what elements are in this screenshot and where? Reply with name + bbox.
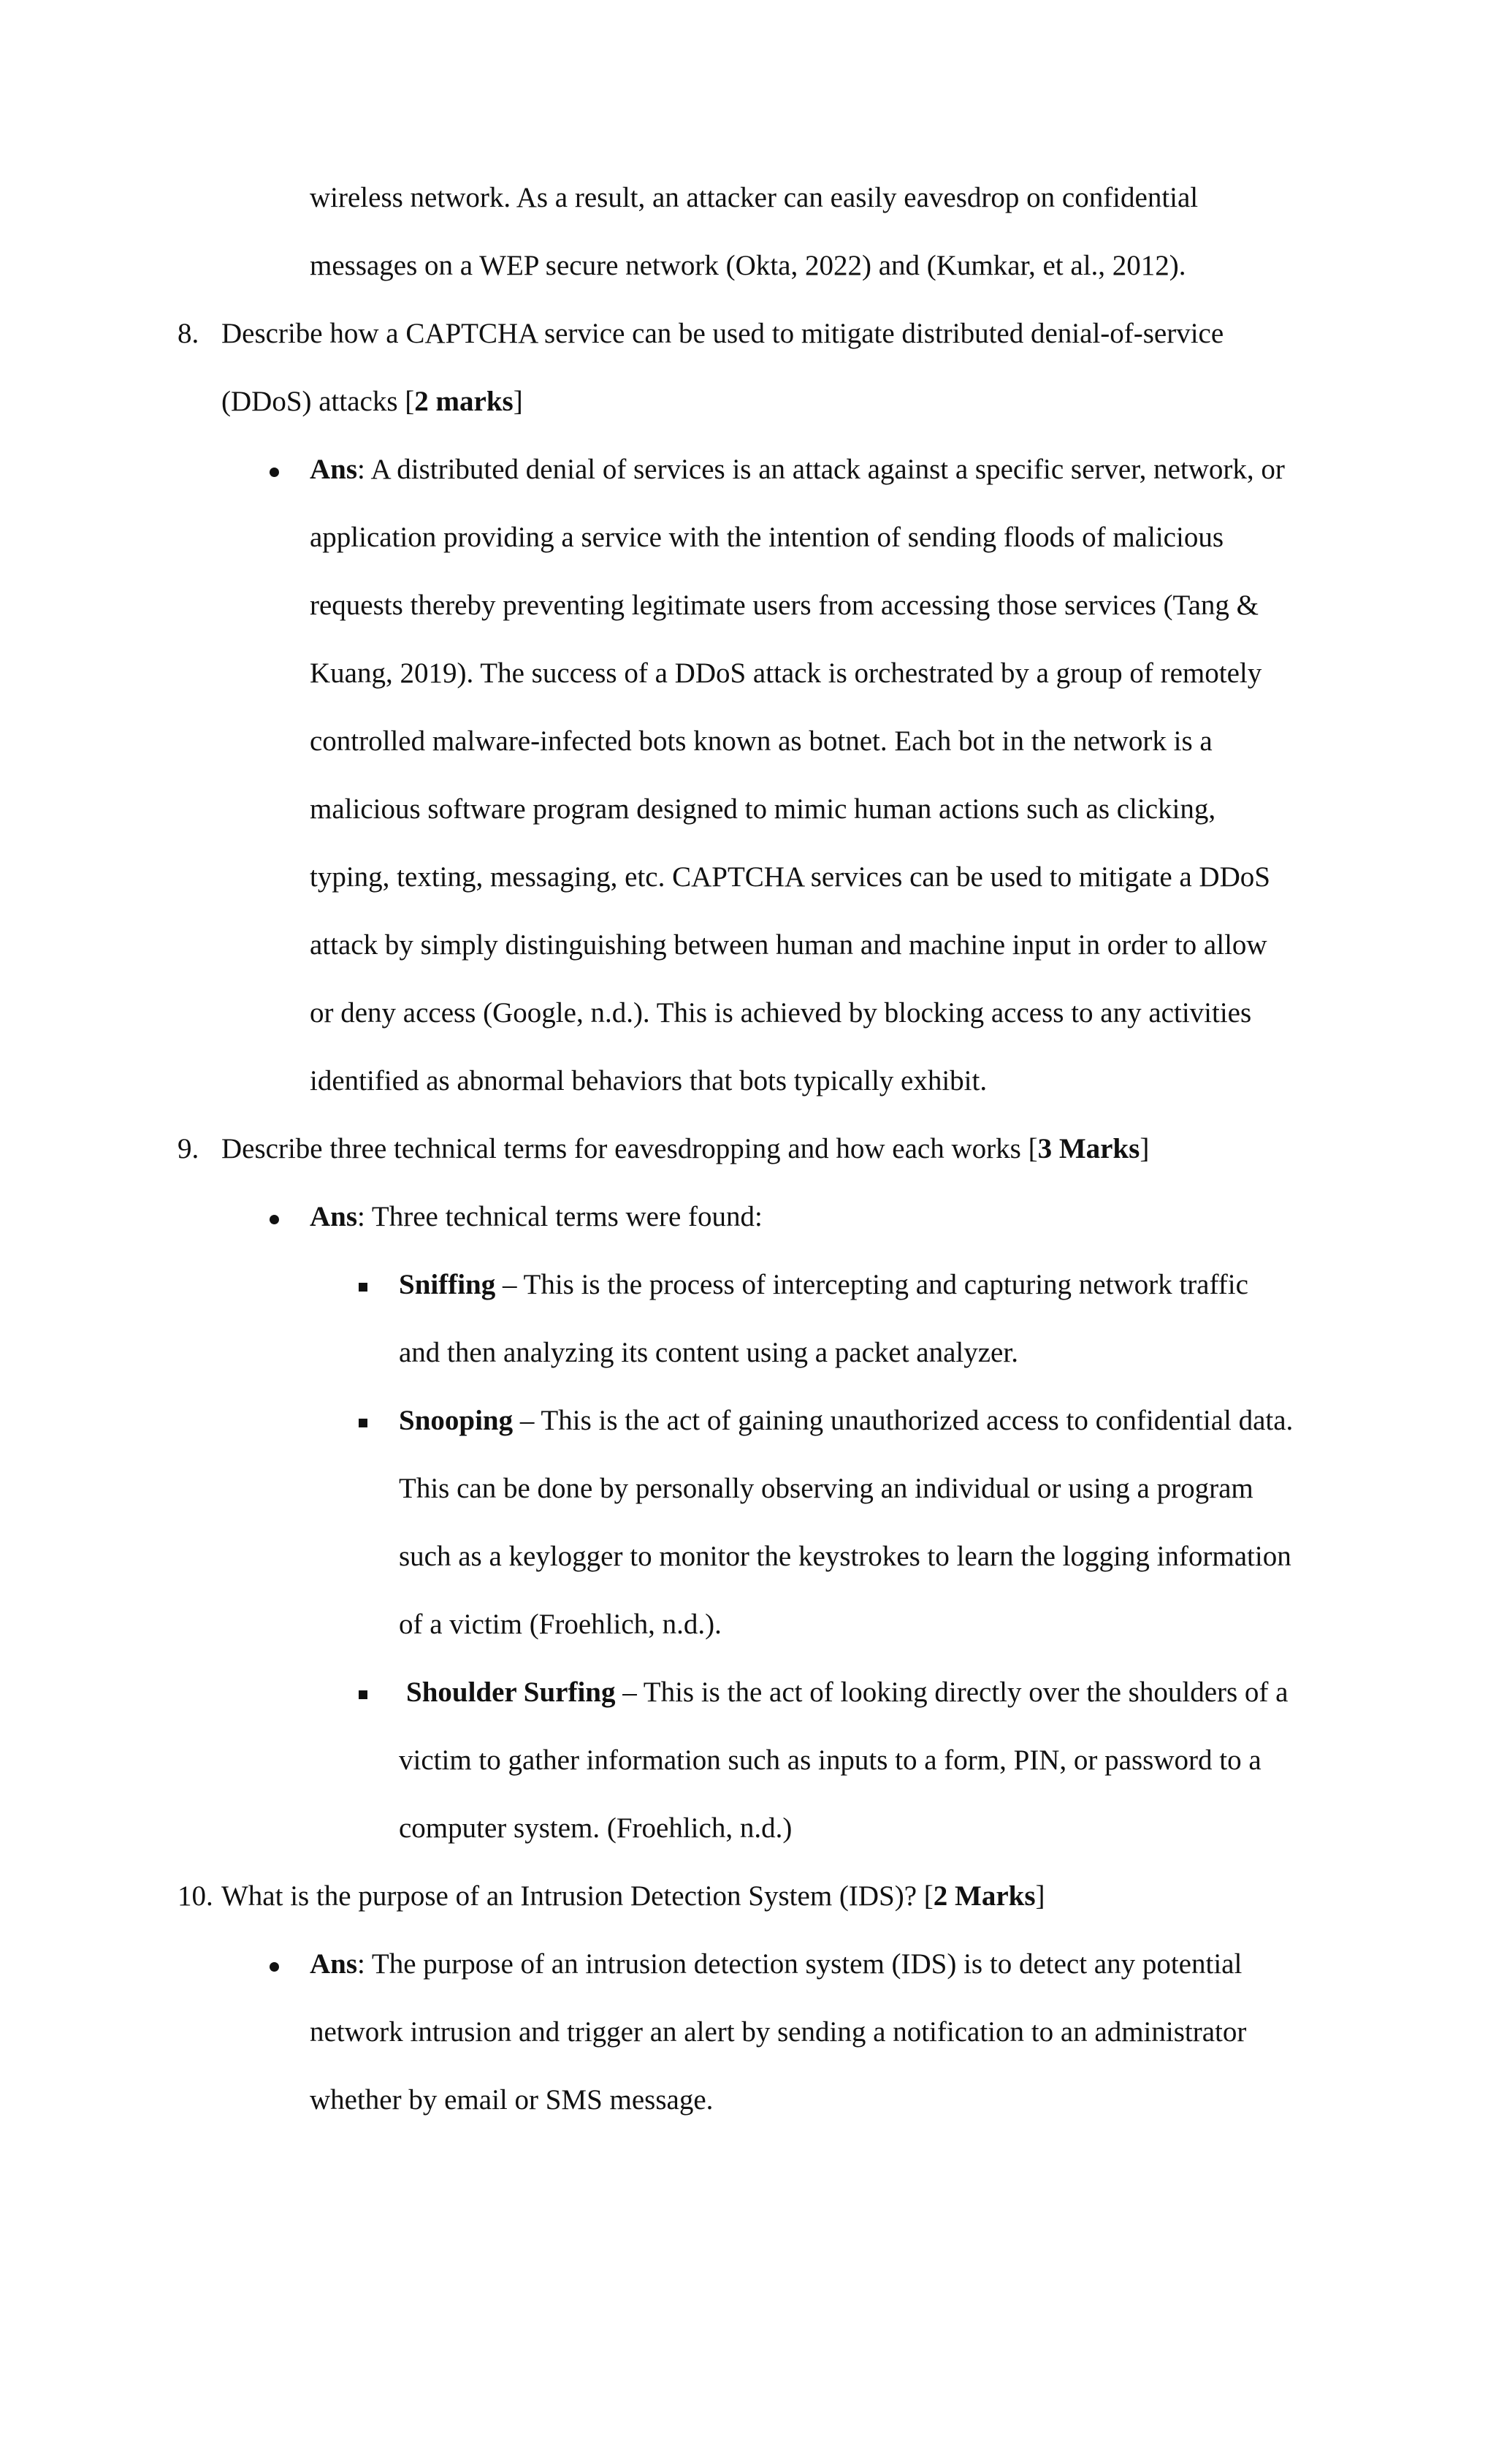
question-8-marks: 2 marks	[414, 386, 514, 417]
term-sniffing-line-1: Sniffing – This is the process of intercepting and capturing network traffic	[399, 1269, 1248, 1300]
answer-8-line-3: requests thereby preventing legitimate users from accessing those services (Tang &	[310, 590, 1259, 621]
term-shoulder-surfing-line-2: victim to gather information such as inputs to a form, PIN, or password to a	[399, 1744, 1262, 1776]
bullet-icon	[270, 468, 279, 477]
term-sniffing: Sniffing	[399, 1269, 496, 1300]
question-9-number: 9.	[178, 1133, 199, 1164]
question-8-line-1: Describe how a CAPTCHA service can be used to mitigate distributed denial-of-service	[221, 318, 1224, 349]
square-bullet-icon	[359, 1283, 367, 1292]
answer-10-line-1: Ans: The purpose of an intrusion detection system (IDS) is to detect any potential	[310, 1948, 1243, 1980]
term-snooping-line-2: This can be done by personally observing an individual or using a program	[399, 1473, 1253, 1504]
answer-8-line-4: Kuang, 2019). The success of a DDoS attack is orchestrated by a group of remotely	[310, 657, 1262, 689]
term-shoulder-surfing-line-3: computer system. (Froehlich, n.d.)	[399, 1812, 793, 1844]
question-9-marks: 3 Marks	[1037, 1133, 1140, 1164]
term-snooping-line-4: of a victim (Froehlich, n.d.).	[399, 1609, 722, 1640]
answer-8-line-2: application providing a service with the intention of sending floods of malicious	[310, 522, 1224, 553]
question-8-line-2: (DDoS) attacks [2 marks]	[221, 386, 523, 417]
ans-label: Ans	[310, 1201, 358, 1232]
question-8-number: 8.	[178, 318, 199, 349]
term-snooping: Snooping	[399, 1405, 514, 1436]
question-9-line: Describe three technical terms for eavesdropping and how each works [3 Marks]	[221, 1133, 1150, 1164]
bullet-icon	[270, 1962, 279, 1972]
answer-8-line-1: Ans: A distributed denial of services is an attack against a specific server, network, or	[310, 454, 1285, 485]
term-snooping-line-1: Snooping – This is the act of gaining unauthorized access to confidential data.	[399, 1405, 1294, 1436]
ans-label: Ans	[310, 1948, 358, 1980]
question-10-marks: 2 Marks	[933, 1880, 1036, 1912]
term-snooping-line-3: such as a keylogger to monitor the keystrokes to learn the logging information	[399, 1541, 1291, 1572]
term-sniffing-line-2: and then analyzing its content using a packet analyzer.	[399, 1337, 1018, 1368]
answer-8-line-8: attack by simply distinguishing between human and machine input in order to allow	[310, 929, 1267, 961]
answer-8-line-9: or deny access (Google, n.d.). This is achieved by blocking access to any activities	[310, 997, 1252, 1029]
question-10-number: 10.	[178, 1880, 213, 1912]
continuation-line-2: messages on a WEP secure network (Okta, 2022) and (Kumkar, et al., 2012).	[310, 250, 1186, 281]
continuation-line-1: wireless network. As a result, an attacker can easily eavesdrop on confidential	[310, 182, 1199, 213]
square-bullet-icon	[359, 1690, 367, 1699]
answer-10-line-2: network intrusion and trigger an alert by sending a notification to an administrator	[310, 2016, 1247, 2048]
bullet-icon	[270, 1215, 279, 1224]
answer-10-line-3: whether by email or SMS message.	[310, 2084, 714, 2116]
answer-8-line-7: typing, texting, messaging, etc. CAPTCHA services can be used to mitigate a DDoS	[310, 861, 1270, 893]
term-shoulder-surfing: Shoulder Surfing	[406, 1677, 616, 1708]
term-shoulder-surfing-line-1: Shoulder Surfing – This is the act of looking directly over the shoulders of a	[406, 1677, 1289, 1708]
answer-9-intro: Ans: Three technical terms were found:	[310, 1201, 763, 1232]
ans-label: Ans	[310, 454, 358, 485]
square-bullet-icon	[359, 1419, 367, 1427]
answer-8-line-5: controlled malware-infected bots known as botnet. Each bot in the network is a	[310, 725, 1213, 757]
answer-8-line-10: identified as abnormal behaviors that bots typically exhibit.	[310, 1065, 988, 1096]
question-10-line: What is the purpose of an Intrusion Detection System (IDS)? [2 Marks]	[221, 1880, 1045, 1912]
answer-8-line-6: malicious software program designed to mimic human actions such as clicking,	[310, 793, 1216, 825]
